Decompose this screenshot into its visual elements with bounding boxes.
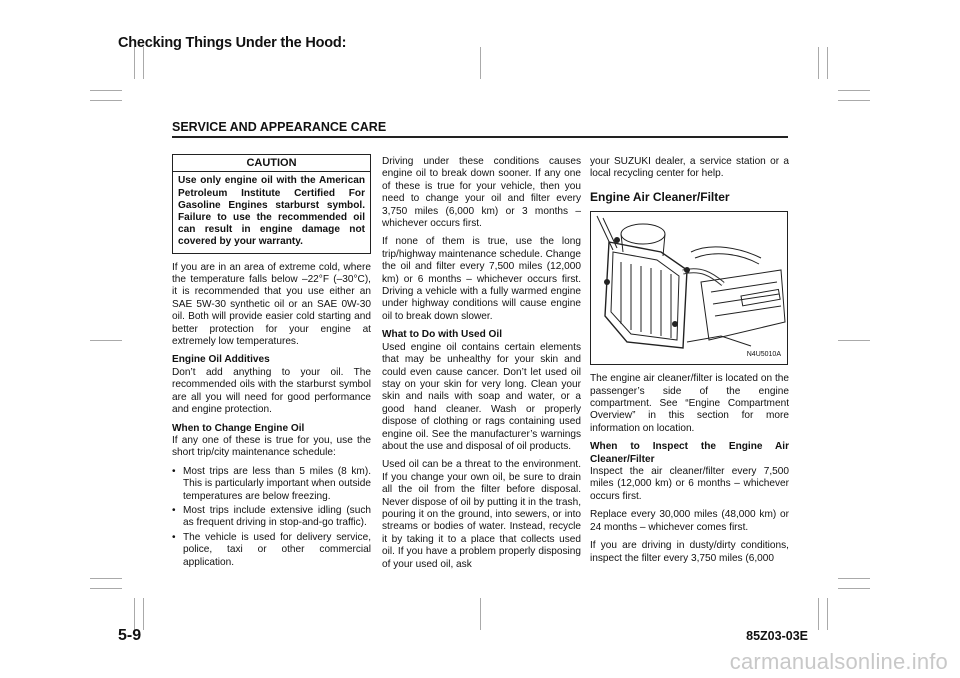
column-3	[590, 156, 789, 571]
crop-mark	[838, 100, 870, 101]
caution-box	[172, 154, 371, 254]
list-item	[172, 505, 371, 530]
caution-text: Use only engine oil with the American Petroleum Institute Certified For Gasoline Engines starburst symbol. Failure to use the recommended oil can result in engine damage not covered by your warranty.	[178, 175, 365, 248]
subheading: When to Change Engine Oil	[172, 422, 305, 434]
list-item-text: Most trips include extensive idling (such as frequent driving in stop-and-go traffic).	[183, 504, 371, 529]
list-item	[172, 466, 371, 503]
paragraph: Used engine oil contains certain elements that may be unhealthy for your skin and could even cause cancer. Don’t let used oil stay on your skin for very long. Clean your skin and nails with soap and water, or a good hand cleaner. Wash or properly dispose of clothing or rags containing used engine oil. See the manufacturer’s warnings about the use and disposal of oil products.	[382, 341, 581, 452]
bullet-icon: •	[172, 531, 176, 543]
crop-mark	[90, 578, 122, 579]
engine-compartment-illustration	[591, 212, 787, 364]
paragraph: If you are driving in dusty/dirty conditions, inspect the filter every 3,750 miles (6,000	[590, 540, 789, 564]
crop-mark	[90, 100, 122, 101]
paragraph-block	[590, 441, 789, 503]
paragraph: Replace every 30,000 miles (48,000 km) or 24 months – whichever comes first.	[590, 509, 789, 533]
list-item-text: The vehicle is used for delivery service, police, taxi or other commercial application.	[183, 531, 371, 568]
caution-title: CAUTION	[173, 155, 370, 172]
list-item-text: Most trips are less than 5 miles (8 km). This is particularly important when outside temperatures are below freezing.	[183, 465, 371, 502]
paragraph: Inspect the air cleaner/filter every 7,500 miles (12,000 km) or 6 months – whichever occurs first.	[590, 466, 789, 502]
list-item	[172, 532, 371, 569]
crop-mark	[90, 90, 122, 91]
watermark: carmanualsonline.info	[729, 649, 948, 674]
crop-mark	[134, 598, 135, 630]
crop-mark	[838, 588, 870, 589]
bullet-icon: •	[172, 504, 176, 516]
crop-mark	[838, 578, 870, 579]
crop-mark	[827, 598, 828, 630]
section-subtitle: Engine Air Cleaner/Filter	[590, 189, 730, 204]
crop-mark	[827, 47, 828, 79]
crop-mark	[838, 340, 870, 341]
paragraph: Used oil can be a threat to the environment. If you change your own oil, be sure to drain all the oil from the filter before disposal. Never dispose of oil by putting it in the trash, pouring it on the ground, into sewers, or into streams or bodies of water. Instead, recycle it by taking it to a place that collects used oil. If you have a problem properly disposing of your used oil, ask	[382, 459, 581, 570]
page-number: 5-9	[118, 627, 142, 644]
paragraph: If none of them is true, use the long trip/highway maintenance schedule. Change the oil and filter every 7,500 miles (12,000 km) or 6 months – whichever occurs first. Driving a vehicle with a fully warmed engine under highway conditions will cause engine oil to break down slower.	[382, 236, 581, 322]
paragraph: your SUZUKI dealer, a service station or a local recycling center for help.	[590, 156, 789, 180]
paragraph: If you are in an area of extreme cold, where the temperature falls below –22°F (–30°C), it is recommended that you use either an SAE 5W-30 synthetic oil or an SAE 0W-30 oil. Both will provide easier cold starting and better protection for your engine at extremely low temperatures.	[172, 261, 371, 348]
bullet-icon: •	[172, 465, 176, 477]
document-code: 85Z03-03E	[746, 629, 808, 643]
crop-mark	[143, 598, 144, 630]
column-2	[382, 156, 581, 577]
figure-label: N4U5010A	[746, 350, 781, 358]
subheading: When to Inspect the Engine Air Cleaner/Filter	[590, 441, 789, 465]
chapter-header: Checking Things Under the Hood:	[118, 35, 347, 51]
subheading: What to Do with Used Oil	[382, 329, 502, 341]
crop-mark	[134, 47, 135, 79]
subheading: Engine Oil Additives	[172, 354, 270, 366]
column-1	[172, 154, 371, 571]
bullet-list	[172, 466, 371, 569]
paragraph-block	[382, 329, 581, 453]
paragraph-block	[172, 354, 371, 416]
paragraph: Don’t add anything to your oil. The recommended oils with the starburst symbol are all you will need for good performance and engine protection.	[172, 366, 371, 416]
paragraph: If any one of these is true for you, use the short trip/city maintenance schedule:	[172, 434, 371, 459]
crop-mark	[90, 340, 122, 341]
crop-mark	[818, 47, 819, 79]
engine-air-cleaner-figure	[590, 211, 788, 365]
section-title: SERVICE AND APPEARANCE CARE	[172, 120, 387, 134]
crop-mark	[480, 47, 481, 79]
header-rule	[172, 136, 788, 138]
crop-mark	[818, 598, 819, 630]
crop-mark	[143, 47, 144, 79]
crop-mark	[90, 588, 122, 589]
paragraph-block	[172, 423, 371, 460]
crop-mark	[480, 598, 481, 630]
crop-mark	[838, 90, 870, 91]
paragraph: Driving under these conditions causes engine oil to break down sooner. If any one of these is true for your vehicle, then you need to change your oil and filter every 3,750 miles (6,000 km) or 3 months – whichever occurs first.	[382, 156, 581, 230]
paragraph: The engine air cleaner/filter is located on the passenger’s side of the engine compartment. See “Engine Compartment Overview” in this section for more information on location.	[590, 373, 789, 434]
